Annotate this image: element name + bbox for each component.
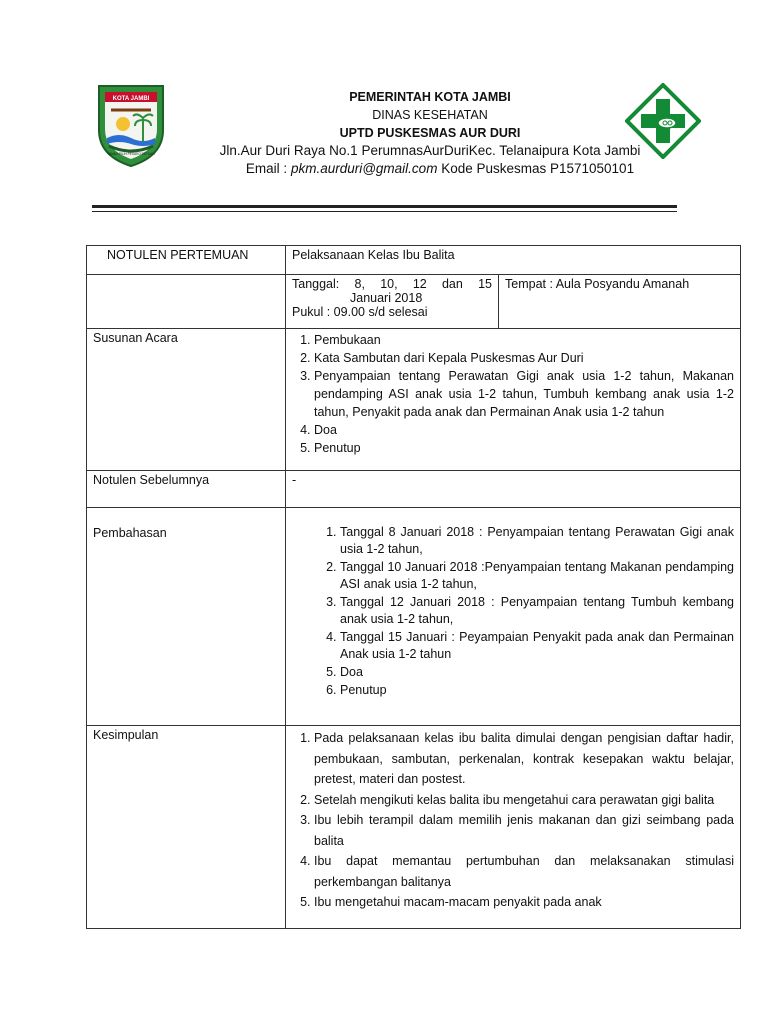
susunan-acara-label: Susunan Acara <box>87 329 286 471</box>
table-row <box>87 329 741 471</box>
location: Tempat : Aula Posyandu Amanah <box>505 277 690 291</box>
letterhead <box>0 0 768 215</box>
header-divider-thin <box>92 211 677 212</box>
schedule-cell <box>286 275 741 329</box>
list-item: 1. Pembukaan <box>314 331 734 349</box>
time-line: Pukul : 09.00 s/d selesai <box>292 305 428 319</box>
date-line: Tanggal: 8, 10, 12 dan 15 <box>292 277 492 291</box>
list-item: 4. Tanggal 15 Januari : Peyampaian Penyakit pada anak dan Permainan Anak usia 1-2 tahun <box>340 629 734 663</box>
list-item: 3. Penyampaian tentang Perawatan Gigi anak usia 1-2 tahun, Makanan pendamping ASI anak usia 1-2 tahun, Tumbuh kembang anak usia 1-2 tahun, Penyakit pada anak dan Permainan Anak usia 1-2 tahun <box>314 367 734 421</box>
list-item: 4. Ibu dapat memantau pertumbuhan dan melaksanakan stimulasi perkembangan balitanya <box>314 851 734 892</box>
list-item: 6. Penutup <box>340 682 734 699</box>
date-time-cell <box>286 275 499 328</box>
pembahasan-label: Pembahasan <box>87 508 286 726</box>
notulen-pertemuan-label: NOTULEN PERTEMUAN <box>87 246 286 275</box>
conclusion-cell <box>286 726 741 929</box>
puskesmas-logo <box>625 83 701 159</box>
list-item: 2. Tanggal 10 Januari 2018 :Penyampaian tentang Makanan pendamping ASI anak usia 1-2 tahun, <box>340 559 734 593</box>
notulen-sebelumnya-label: Notulen Sebelumnya <box>87 471 286 508</box>
list-item: 1. Pada pelaksanaan kelas ibu balita dimulai dengan pengisian daftar hadir, pembukaan, sambutan, perkenalan, kontrak kesepakan waktu belajar, pretest, materi dan postest. <box>314 728 734 790</box>
list-item: 5. Doa <box>340 664 734 681</box>
table-row <box>87 275 741 329</box>
table-row <box>87 726 741 929</box>
kesimpulan-label: Kesimpulan <box>87 726 286 929</box>
institution-header <box>170 88 690 178</box>
header-contact <box>170 160 690 178</box>
logo-left-text: KOTA JAMBI <box>112 96 150 102</box>
header-line-2: DINAS KESEHATAN <box>372 108 488 122</box>
schedule-subtable <box>286 275 740 328</box>
date-line-2: Januari 2018 <box>350 291 423 305</box>
header-line-3: UPTD PUSKESMAS AUR DURI <box>339 126 521 140</box>
list-item: 4. Doa <box>314 421 734 439</box>
kota-jambi-logo <box>95 82 167 168</box>
list-item: 2. Setelah mengikuti kelas balita ibu mengetahui cara perawatan gigi balita <box>314 790 734 811</box>
conclusion-list <box>292 728 734 913</box>
meeting-minutes-table <box>86 245 741 929</box>
email-label: Email : <box>245 161 291 176</box>
list-item: 5. Ibu mengetahui macam-macam penyakit pada anak <box>314 892 734 913</box>
list-item: 5. Penutup <box>314 439 734 457</box>
list-item: 3. Ibu lebih terampil dalam memilih jenis makanan dan gizi seimbang pada balita <box>314 810 734 851</box>
agenda-list <box>292 331 734 457</box>
table-row <box>87 508 741 726</box>
header-line-1: PEMERINTAH KOTA JAMBI <box>349 90 511 104</box>
agenda-cell <box>286 329 741 471</box>
list-item: 3. Tanggal 12 Januari 2018 : Penyampaian tentang Tumbuh kembang anak usia 1-2 tahun, <box>340 594 734 628</box>
meeting-title: Pelaksanaan Kelas Ibu Balita <box>286 246 741 275</box>
table-row <box>87 246 741 275</box>
previous-minutes-value: - <box>286 471 741 508</box>
logo-left-motto: TANAH PILIH PESAKO BETUAH <box>107 152 155 156</box>
header-divider-thick <box>92 205 677 208</box>
email-address: pkm.aurduri@gmail.com <box>290 161 438 176</box>
list-item: 1. Tanggal 8 Januari 2018 : Penyampaian tentang Perawatan Gigi anak usia 1-2 tahun, <box>340 524 734 558</box>
table-row <box>87 471 741 508</box>
list-item: 2. Kata Sambutan dari Kepala Puskesmas Aur Duri <box>314 349 734 367</box>
empty-label-cell <box>87 275 286 329</box>
discussion-list <box>292 524 734 699</box>
puskesmas-code: Kode Puskesmas P1571050101 <box>437 161 635 176</box>
discussion-cell <box>286 508 741 726</box>
header-address: Jln.Aur Duri Raya No.1 PerumnasAurDuriKec. Telanaipura Kota Jambi <box>219 143 641 158</box>
